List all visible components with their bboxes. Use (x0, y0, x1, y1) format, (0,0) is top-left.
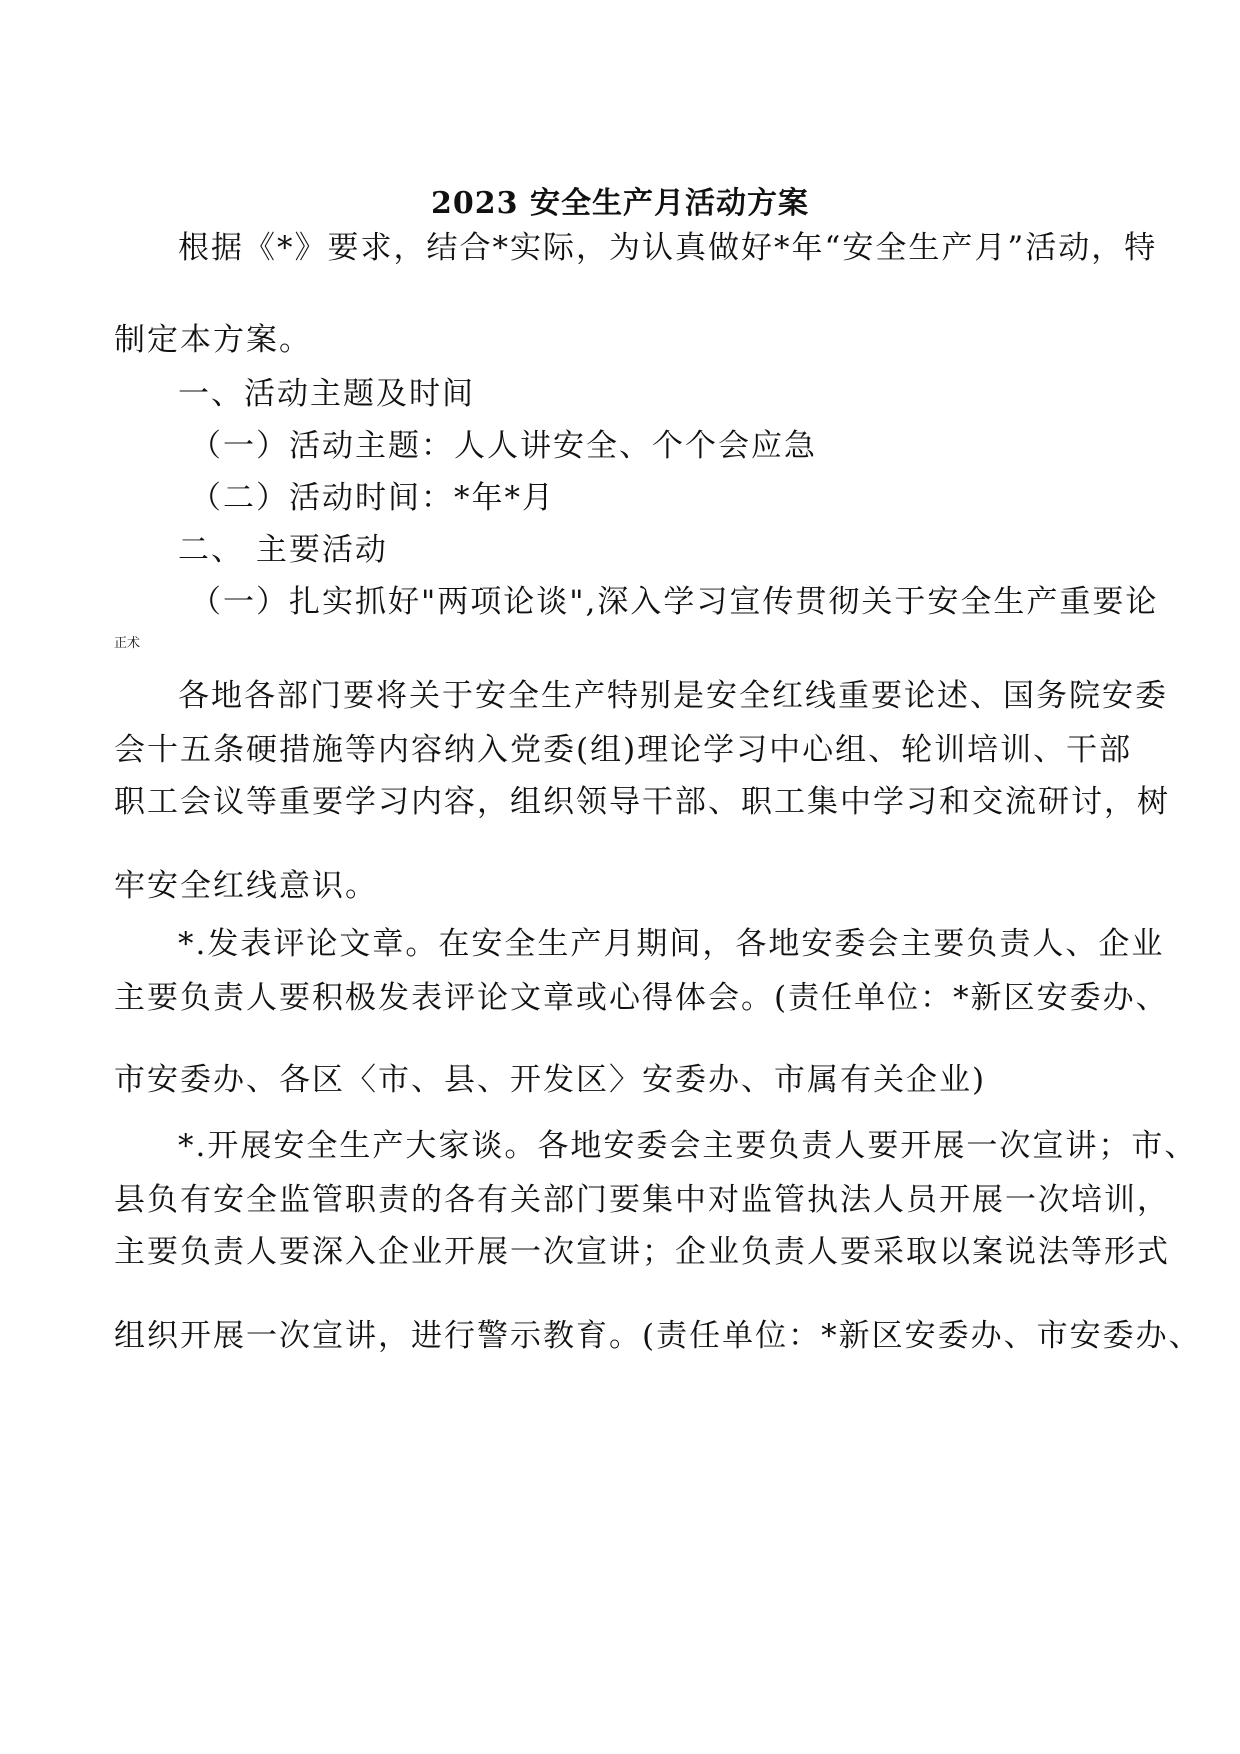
paragraph-line: 职工会议等重要学习内容，组织领导干部、职工集中学习和交流研讨，树 (114, 784, 1170, 820)
document-title: 2023 安全生产月活动方案 (431, 186, 809, 221)
subsection-line: （一）扎实抓好"两项论谈",深入学习宣传贯彻关于安全生产重要论 (190, 584, 1159, 620)
paragraph-line: 主要负责人要积极发表评论文章或心得体会。(责任单位：*新区安委办、 (114, 980, 1169, 1016)
paragraph-line: 市安委办、各区〈市、县、开发区〉安委办、市属有关企业) (114, 1062, 987, 1098)
section-heading: 一、活动主题及时间 (178, 376, 475, 412)
paragraph-line: 根据《*》要求，结合*实际，为认真做好*年“安全生产月”活动，特 (178, 230, 1158, 266)
paragraph-line: *.开展安全生产大家谈。各地安委会主要负责人要开展一次宣讲；市、 (178, 1128, 1198, 1164)
subsection-line: （二）活动时间：*年*月 (190, 480, 555, 516)
paragraph-line: 牢安全红线意识。 (114, 868, 378, 904)
paragraph-line: 各地各部门要将关于安全生产特别是安全红线重要论述、国务院安委 (178, 678, 1168, 714)
paragraph-line: 组织开展一次宣讲，进行警示教育。(责任单位：*新区安委办、市安委办、 (114, 1318, 1202, 1354)
paragraph-line: 会十五条硬措施等内容纳入党委(组)理论学习中心组、轮训培训、干部 (114, 732, 1133, 768)
small-annotation: 正术 (114, 636, 141, 651)
paragraph-line: 制定本方案。 (114, 322, 312, 358)
subsection-line: （一）活动主题：人人讲安全、个个会应急 (190, 428, 817, 464)
paragraph-line: 县负有安全监管职责的各有关部门要集中对监管执法人员开展一次培训， (114, 1182, 1170, 1218)
paragraph-line: *.发表评论文章。在安全生产月期间，各地安委会主要负责人、企业 (178, 926, 1165, 962)
section-heading: 二、 主要活动 (178, 532, 388, 568)
paragraph-line: 主要负责人要深入企业开展一次宣讲；企业负责人要采取以案说法等形式 (114, 1234, 1170, 1270)
